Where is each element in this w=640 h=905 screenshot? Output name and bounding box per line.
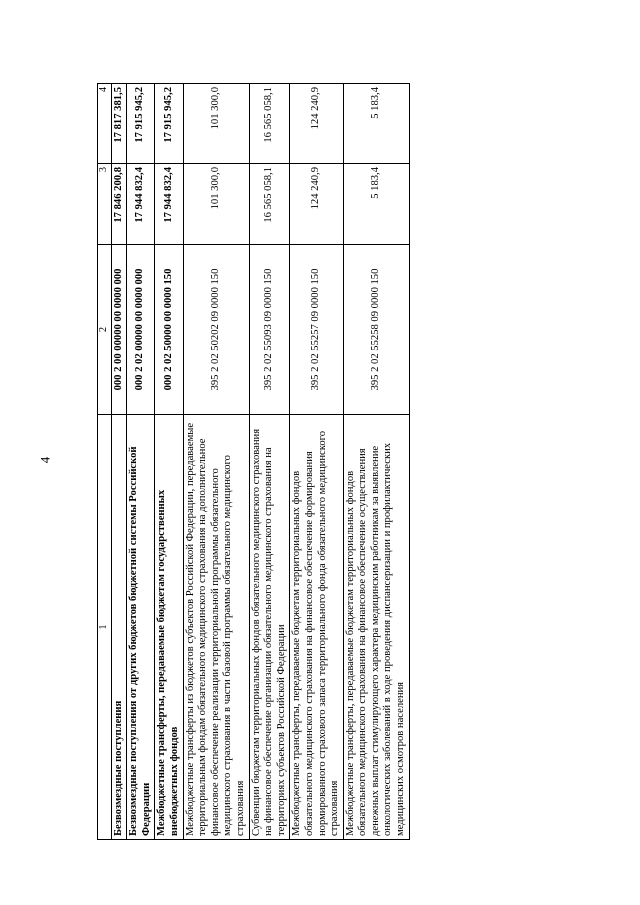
- row-code: 395 2 02 50202 09 0000 150: [183, 245, 249, 415]
- budget-table: [97, 83, 410, 840]
- row-name: Межбюджетные трансферты, передаваемые бюджетам территориальных фондов обязательного медицинского страхования на финансовое обеспечение осуществления денежных выплат стимулирующего характера медицинским работникам за выявление онкологических заболеваний в ходе проведения диспансеризации и профилактических медицинских осмотров населения: [343, 415, 409, 840]
- row-value-col4: 17 915 945,2: [127, 84, 155, 164]
- row-value-col3: 101 300,0: [183, 164, 249, 245]
- row-code: 395 2 02 55093 09 0000 150: [249, 245, 290, 415]
- row-code: 395 2 02 55258 09 0000 150: [343, 245, 409, 415]
- rotated-table-container: [97, 84, 509, 840]
- header-col-3: 3: [98, 164, 112, 245]
- row-value-col4: 101 300,0: [183, 84, 249, 164]
- row-code: 000 2 02 50000 00 0000 150: [155, 245, 183, 415]
- row-value-col4: 16 565 058,1: [249, 84, 290, 164]
- row-value-col4: 17 915 945,2: [155, 84, 183, 164]
- row-value-col3: 17 944 832,4: [127, 164, 155, 245]
- row-name: Безвозмездные поступления от других бюджетов бюджетной системы Российской Федерации: [127, 415, 155, 840]
- table-row: [343, 84, 409, 840]
- row-name: Безвозмездные поступления: [111, 415, 127, 840]
- row-name: Межбюджетные трансферты, передаваемые бюджетам территориальных фондов обязательного медицинского страхования на финансовое обеспечение формирования нормированного страхового запаса территориального фонда обязательного медицинского страхования: [290, 415, 343, 840]
- table-row: [111, 84, 127, 840]
- row-value-col3: 17 846 200,8: [111, 164, 127, 245]
- header-col-1: 1: [98, 415, 112, 840]
- row-value-col4: 124 240,9: [290, 84, 343, 164]
- row-value-col4: 5 183,4: [343, 84, 409, 164]
- row-value-col3: 124 240,9: [290, 164, 343, 245]
- row-value-col3: 16 565 058,1: [249, 164, 290, 245]
- row-code: 395 2 02 55257 09 0000 150: [290, 245, 343, 415]
- row-value-col3: 5 183,4: [343, 164, 409, 245]
- row-name: Межбюджетные трансферты из бюджетов субъектов Российской Федерации, передаваемые территориальным фондам обязательного медицинского страхования на дополнительное финансовое обеспечение реализации территориальной программы обязательного медицинского страхования в части базовой программы обязательного медицинского страхования: [183, 415, 249, 840]
- table-row: [249, 84, 290, 840]
- row-code: 000 2 00 00000 00 0000 000: [111, 245, 127, 415]
- page-number: 4: [37, 456, 53, 464]
- row-value-col4: 17 817 381,5: [111, 84, 127, 164]
- table-row: [183, 84, 249, 840]
- table-row: [155, 84, 183, 840]
- header-col-4: 4: [98, 84, 112, 164]
- row-name: Субвенции бюджетам территориальных фондов обязательного медицинского страхования на финансовое обеспечение организации обязательного медицинского страхования на территориях субъектов Российской Федерации: [249, 415, 290, 840]
- row-code: 000 2 02 00000 00 0000 000: [127, 245, 155, 415]
- table-row: [127, 84, 155, 840]
- row-name: Межбюджетные трансферты, передаваемые бюджетам государственных внебюджетных фондов: [155, 415, 183, 840]
- table-row: [290, 84, 343, 840]
- table-header-row: [98, 84, 112, 840]
- header-col-2: 2: [98, 245, 112, 415]
- row-value-col3: 17 944 832,4: [155, 164, 183, 245]
